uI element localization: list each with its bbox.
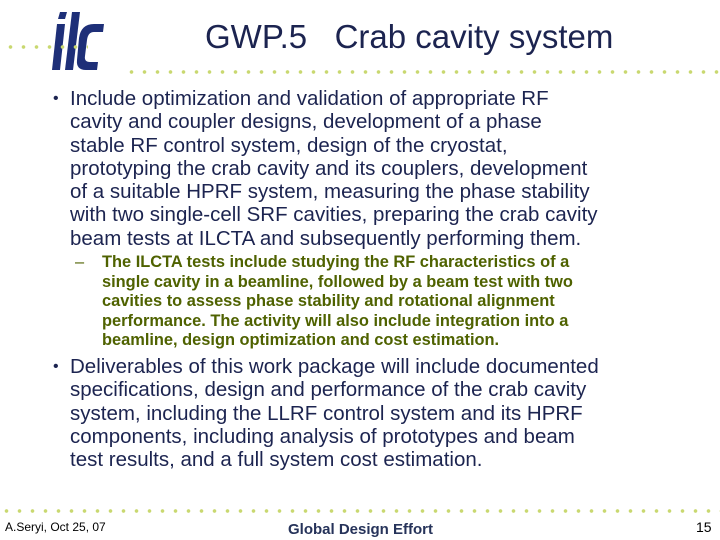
footer-dots [0,509,720,513]
text-line: beam tests at ILCTA and subsequently performing them. [70,226,582,250]
text-line: Deliverables of this work package will include documented [70,355,599,378]
dash-mark: – [75,253,85,271]
text-line: single cavity in a beamline, followed by a beam test with two [102,272,573,291]
text-line: components, including analysis of prototypes and beam [70,424,575,448]
text-line: cavities to assess phase stability and rotational alignment [102,292,555,310]
bullet-deliverables [53,355,599,472]
bullet-mark: • [53,90,59,107]
page-number: 15 [696,519,712,535]
ilc-logo [52,10,104,72]
text-line: of a suitable HPRF system, measuring the phase stability [70,180,590,204]
text-line: stable RF control system, design of the cryostat, [70,133,508,157]
header-dots-left [4,45,88,49]
text-line: prototyping the crab cavity and its couplers, development [70,156,588,180]
text-line: The ILCTA tests include studying the RF characteristics of a [102,253,570,271]
text-line: beamline, design optimization and cost estimation. [102,331,500,349]
text-line: system, including the LLRF control system and its HPRF [70,401,583,425]
footer-organization: Global Design Effort [288,521,434,538]
text-line: Include optimization and validation of appropriate RF [70,87,549,110]
bullet-scope [53,87,598,250]
slide-title: GWP.5 Crab cavity system [205,18,614,55]
sub-bullet-ilcta [75,253,573,351]
text-line: cavity and coupler designs, development of a phase [70,110,542,134]
footer-author-date: A.Seryi, Oct 25, 07 [5,520,106,534]
text-line: performance. The activity will also include integration into a [102,311,569,330]
text-line: with two single-cell SRF cavities, preparing the crab cavity [70,203,598,227]
text-line: specifications, design and performance of the crab cavity [70,378,587,402]
header-dots-right [125,70,720,74]
text-line: test results, and a full system cost estimation. [70,448,483,472]
bullet-mark: • [53,358,59,375]
